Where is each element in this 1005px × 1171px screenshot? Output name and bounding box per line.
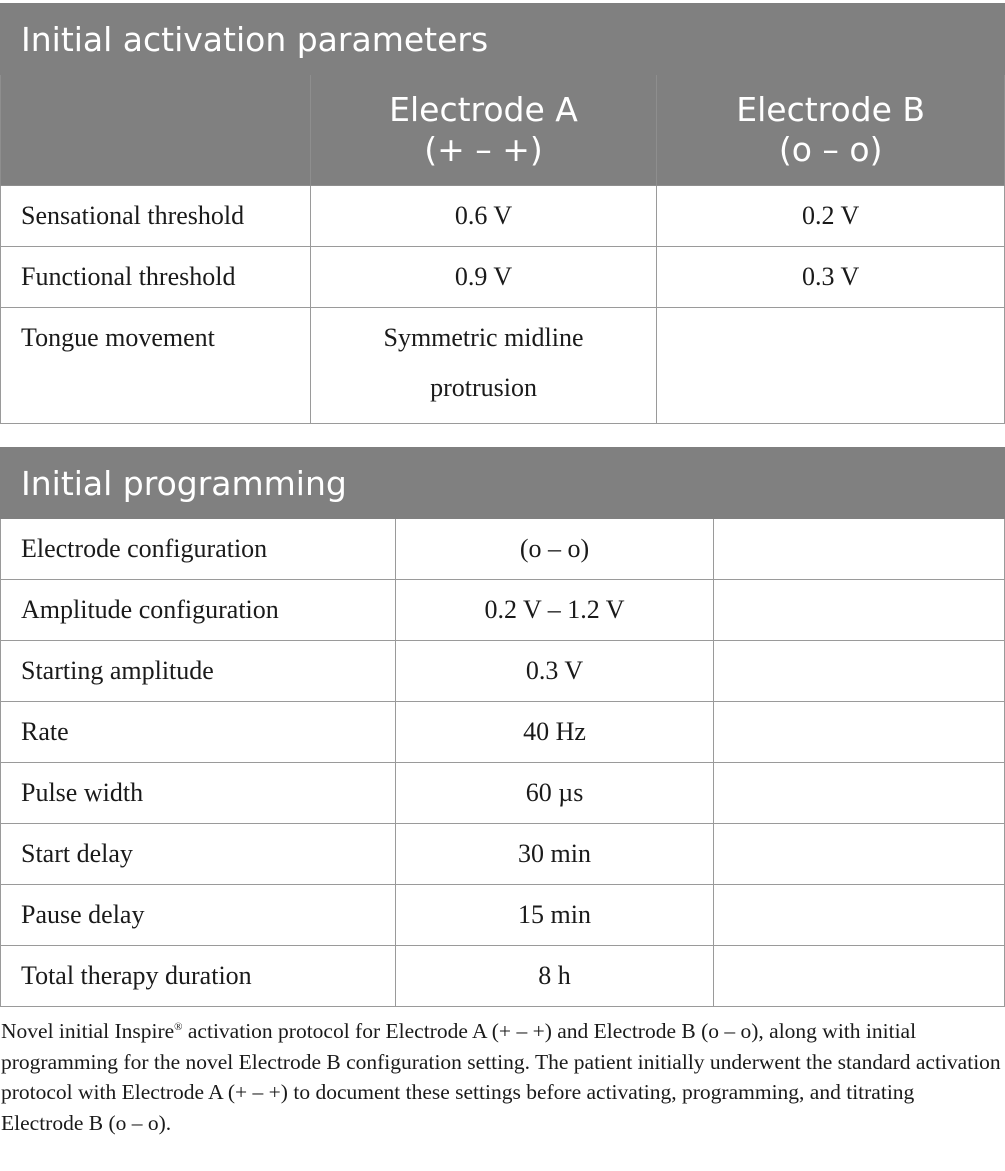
- table-title: Initial activation parameters: [1, 4, 1005, 75]
- empty-cell: [714, 702, 1005, 763]
- table-row: [1, 946, 1005, 1007]
- electrode-a-value: [310, 308, 657, 424]
- row-label: Start delay: [1, 824, 396, 885]
- empty-cell: [714, 824, 1005, 885]
- column-header-electrode-a: [310, 75, 657, 186]
- row-value: (o – o): [395, 519, 714, 580]
- empty-cell: [714, 580, 1005, 641]
- row-label: Rate: [1, 702, 396, 763]
- row-label: Pulse width: [1, 763, 396, 824]
- column-header-line: (o – o): [778, 130, 883, 169]
- column-header-line: (+ – +): [424, 130, 543, 169]
- row-label: Sensational threshold: [1, 186, 311, 247]
- electrode-b-value: 0.3 V: [657, 247, 1005, 308]
- table-row: [1, 824, 1005, 885]
- row-label: Amplitude configuration: [1, 580, 396, 641]
- electrode-b-value: 0.2 V: [657, 186, 1005, 247]
- row-label: Functional threshold: [1, 247, 311, 308]
- electrode-a-value: 0.6 V: [310, 186, 657, 247]
- column-header-electrode-b: [657, 75, 1005, 186]
- initial-programming-table: [0, 447, 1005, 1007]
- row-label: Total therapy duration: [1, 946, 396, 1007]
- table-caption: [1, 1012, 1001, 1138]
- caption-text: Novel initial Inspire: [1, 1019, 175, 1044]
- table-row: [1, 885, 1005, 946]
- table-row: [1, 763, 1005, 824]
- table-row: [1, 702, 1005, 763]
- table-title: Initial programming: [1, 448, 1005, 519]
- row-value: 30 min: [395, 824, 714, 885]
- column-header-line: Electrode B: [736, 90, 926, 129]
- cell-line: protrusion: [430, 373, 537, 402]
- row-label: Starting amplitude: [1, 641, 396, 702]
- empty-cell: [714, 641, 1005, 702]
- empty-cell: [714, 885, 1005, 946]
- empty-cell: [714, 519, 1005, 580]
- electrode-b-value: [657, 308, 1005, 424]
- empty-cell: [714, 946, 1005, 1007]
- cell-line: Symmetric midline: [383, 323, 584, 352]
- table-row: [1, 641, 1005, 702]
- table-row: [1, 519, 1005, 580]
- row-value: 0.3 V: [395, 641, 714, 702]
- empty-cell: [714, 763, 1005, 824]
- row-value: 60 µs: [395, 763, 714, 824]
- row-label: Pause delay: [1, 885, 396, 946]
- row-value: 8 h: [395, 946, 714, 1007]
- empty-header-cell: [1, 75, 311, 186]
- row-label: Electrode configuration: [1, 519, 396, 580]
- table-row: [1, 580, 1005, 641]
- table-row: [1, 186, 1005, 247]
- registered-mark: ®: [174, 1021, 183, 1033]
- electrode-a-value: 0.9 V: [310, 247, 657, 308]
- table-row: [1, 247, 1005, 308]
- column-header-line: Electrode A: [389, 90, 578, 129]
- row-value: 15 min: [395, 885, 714, 946]
- row-label: Tongue movement: [1, 308, 311, 424]
- caption-text: activation protocol for Electrode A (+ – +) and Electrode B (o – o), along with initial programming for the novel Electrode B configuration setting. The patient initially underwent the standard activation protocol with Electrode A (+ – +) to document these settings before activating, programming, and titrating Electrode B (o – o).: [1, 1019, 1001, 1135]
- row-value: 40 Hz: [395, 702, 714, 763]
- activation-parameters-table: [0, 3, 1005, 424]
- row-value: 0.2 V – 1.2 V: [395, 580, 714, 641]
- table-row: [1, 308, 1005, 424]
